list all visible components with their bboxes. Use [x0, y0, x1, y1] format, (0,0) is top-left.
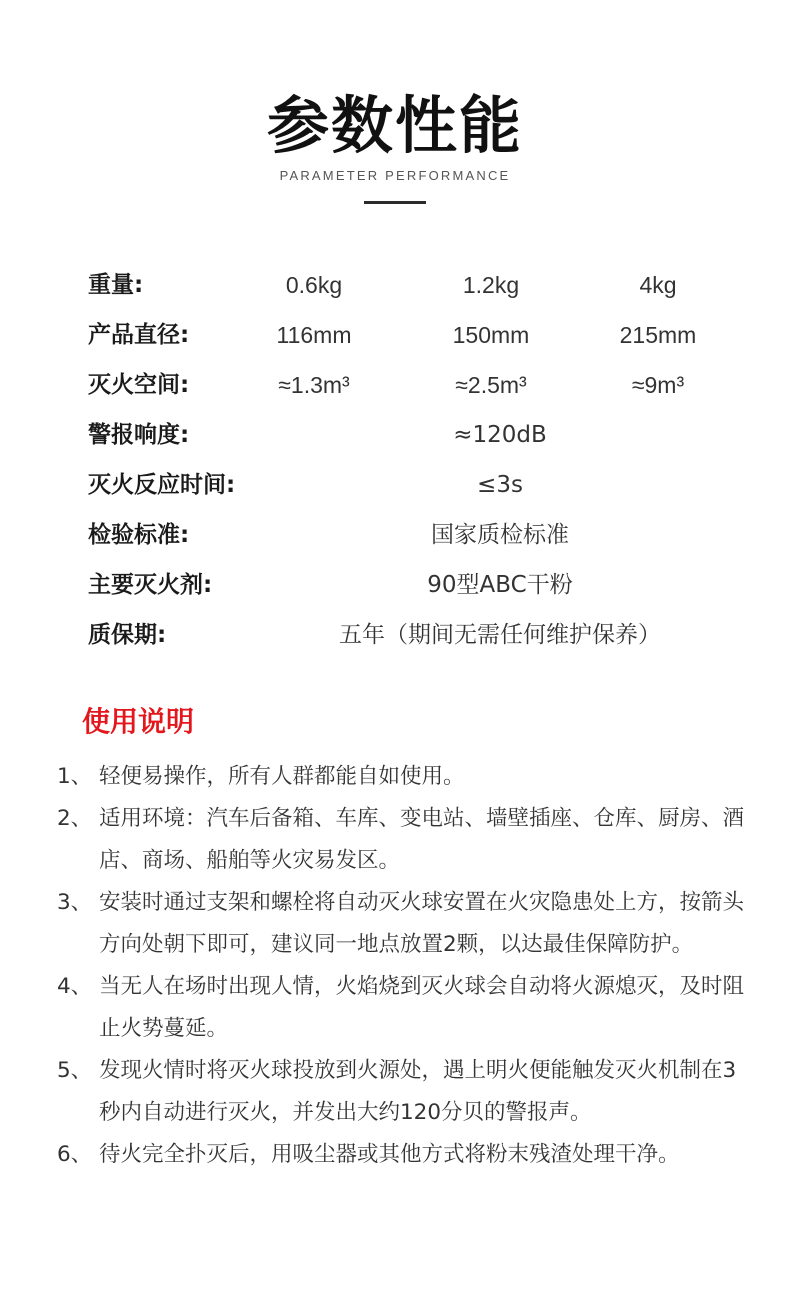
usage-item-text: 安装时通过支架和螺栓将自动灭火球安置在火灾隐患处上方，按箭头方向处朝下即可，建议同一地点放置2颗，以达最佳保障防护。 [99, 890, 745, 957]
spec-value: 0.6kg [285, 272, 343, 298]
spec-label: 灭火空间: [88, 372, 190, 398]
usage-list [57, 756, 757, 1176]
spec-value: 五年（期间无需任何维护保养） [339, 622, 661, 648]
usage-item-text: 当无人在场时出现人情，火焰烧到灭火球会自动将火源熄灭，及时阻止火势蔓延。 [99, 974, 745, 1041]
spec-value: ≈9m³ [631, 372, 685, 398]
spec-label: 检验标准: [88, 522, 190, 548]
spec-row-diameter [0, 312, 790, 362]
spec-row-warranty [0, 612, 790, 662]
spec-value: ≈120dB [453, 422, 547, 448]
spec-value: 4kg [639, 272, 677, 298]
spec-label: 警报响度: [88, 422, 190, 448]
usage-item-number: 2、 [57, 806, 93, 831]
spec-value: ≈1.3m³ [278, 372, 350, 398]
spec-value: 90型ABC干粉 [427, 572, 573, 598]
usage-item-text: 待火完全扑灭后，用吸尘器或其他方式将粉末残渣处理干净。 [99, 1142, 680, 1167]
section-header [0, 88, 790, 204]
spec-label: 灭火反应时间: [88, 472, 236, 498]
usage-item-number: 6、 [57, 1142, 93, 1167]
spec-label: 重量: [88, 272, 144, 298]
usage-item-number: 4、 [57, 974, 93, 999]
spec-value: ≈2.5m³ [455, 372, 527, 398]
page-title: 参数性能 [266, 89, 523, 162]
spec-row-weight [0, 262, 790, 312]
usage-item-text: 发现火情时将灭火球投放到火源处，遇上明火便能触发灭火机制在3秒内自动进行灭火，并发出大约120分贝的警报声。 [99, 1058, 737, 1125]
usage-item [57, 756, 757, 798]
usage-title: 使用说明 [82, 705, 195, 738]
spec-row-space [0, 362, 790, 412]
usage-item [57, 798, 757, 882]
spec-value: 150mm [452, 322, 530, 348]
usage-item-text: 轻便易操作，所有人群都能自如使用。 [99, 764, 465, 789]
spec-row-reaction [0, 462, 790, 512]
usage-item [57, 1050, 757, 1134]
spec-value: 215mm [619, 322, 697, 348]
spec-row-standard [0, 512, 790, 562]
usage-item-number: 3、 [57, 890, 93, 915]
spec-value: ≤3s [477, 472, 523, 498]
usage-item [57, 966, 757, 1050]
usage-item-text: 适用环境：汽车后备箱、车库、变电站、墙壁插座、仓库、厨房、酒店、商场、船舶等火灾易发区。 [99, 806, 745, 873]
spec-row-agent [0, 562, 790, 612]
spec-label: 质保期: [88, 622, 167, 648]
usage-item [57, 1134, 757, 1176]
usage-item-number: 1、 [57, 764, 93, 789]
page-subtitle: PARAMETER PERFORMANCE [279, 168, 511, 183]
spec-value: 1.2kg [462, 272, 520, 298]
spec-value: 国家质检标准 [431, 522, 569, 548]
spec-label: 产品直径: [88, 322, 190, 348]
spec-value: 116mm [276, 322, 352, 348]
spec-row-alarm [0, 412, 790, 462]
usage-item [57, 882, 757, 966]
spec-label: 主要灭火剂: [88, 572, 213, 598]
usage-item-number: 5、 [57, 1058, 93, 1083]
spec-table [0, 262, 790, 662]
title-divider [364, 201, 426, 204]
